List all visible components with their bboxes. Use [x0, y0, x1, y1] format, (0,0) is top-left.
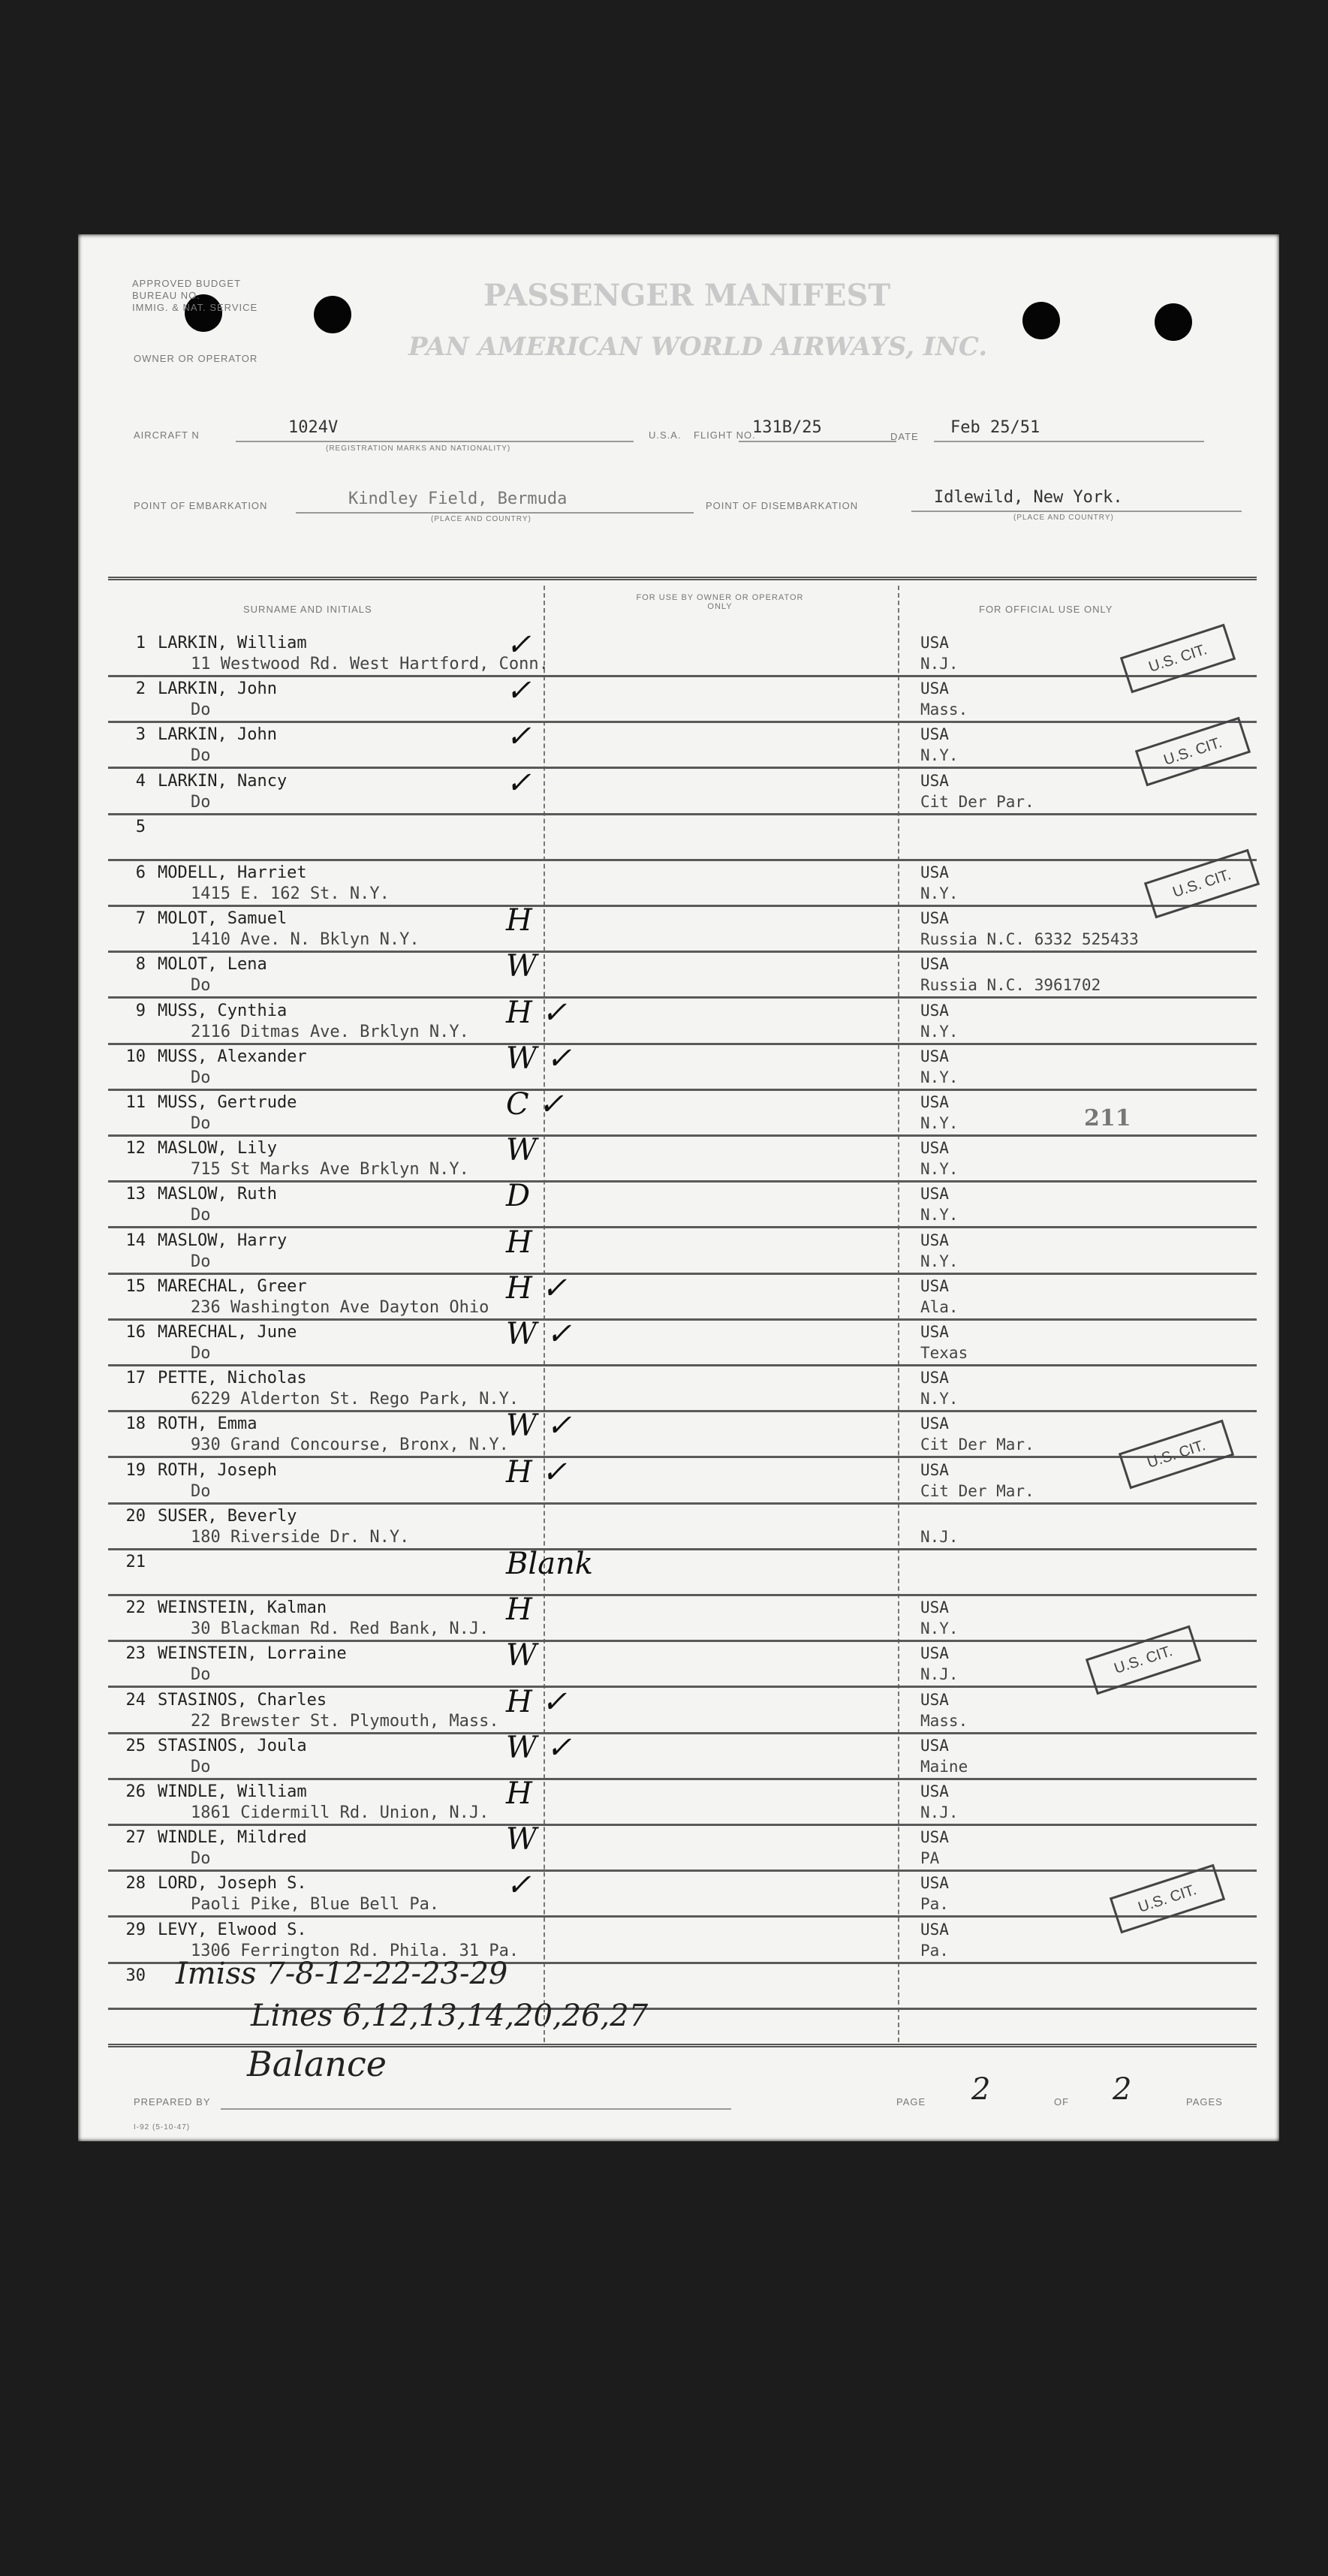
- underline: [296, 512, 694, 514]
- row-divider: [108, 1869, 1257, 1872]
- handwritten-mark: W ✓: [506, 1041, 572, 1076]
- residence: N.Y.: [920, 884, 959, 902]
- underline: [221, 2108, 731, 2110]
- residence: Mass.: [920, 700, 968, 719]
- row-divider: [108, 1778, 1257, 1780]
- row-number: 13: [125, 1185, 146, 1204]
- row-number: 15: [125, 1277, 146, 1296]
- row-divider: [108, 1226, 1257, 1228]
- passenger-name: PETTE, Nicholas: [158, 1369, 307, 1387]
- passenger-name: MUSS, Alexander: [158, 1047, 307, 1066]
- row-divider: [108, 1732, 1257, 1734]
- row-divider: [108, 767, 1257, 769]
- residence: N.Y.: [920, 1068, 959, 1086]
- passenger-name: MUSS, Cynthia: [158, 1002, 288, 1020]
- operator-name: PAN AMERICAN WORLD AIRWAYS, INC.: [408, 332, 988, 362]
- row-divider: [108, 1686, 1257, 1688]
- row-number: 2: [135, 679, 146, 698]
- row-number: 27: [125, 1828, 146, 1847]
- embarkation-sub: (PLACE AND COUNTRY): [431, 515, 532, 523]
- residence: N.Y.: [920, 1252, 959, 1270]
- nationality: USA: [920, 1369, 949, 1387]
- residence: N.J.: [920, 1665, 959, 1683]
- passenger-name: MASLOW, Ruth: [158, 1185, 277, 1204]
- nationality: USA: [920, 1598, 949, 1616]
- passenger-name: WINDLE, Mildred: [158, 1828, 307, 1847]
- passenger-address: Do: [191, 793, 211, 812]
- page-number: 2: [971, 2072, 991, 2107]
- handwritten-mark: W ✓: [506, 1731, 572, 1765]
- row-divider: [108, 1548, 1257, 1550]
- residence: Ala.: [920, 1298, 959, 1316]
- row-divider: [108, 1273, 1257, 1275]
- punch-hole: [1022, 302, 1060, 339]
- us-cit-stamp: U.S. CIT.: [1135, 717, 1251, 787]
- residence: N.Y.: [920, 1160, 959, 1178]
- row-number: 19: [125, 1461, 146, 1480]
- row-number: 3: [135, 725, 146, 744]
- passenger-address: Do: [191, 746, 211, 765]
- row-number: 25: [125, 1737, 146, 1755]
- passenger-name: STASINOS, Joula: [158, 1737, 307, 1755]
- table-top-rule: [108, 577, 1257, 580]
- row-number: 30: [125, 1966, 146, 1985]
- residence: Cit Der Mar.: [920, 1436, 1034, 1454]
- passenger-name: STASINOS, Charles: [158, 1691, 327, 1710]
- passenger-name: MODELL, Harriet: [158, 863, 307, 882]
- passenger-address: Do: [191, 976, 211, 995]
- disembarkation-label: POINT OF DISEMBARKATION: [706, 500, 859, 511]
- passenger-address: Do: [191, 1482, 211, 1501]
- residence: Pa.: [920, 1895, 949, 1913]
- handwritten-mark: W: [506, 949, 538, 984]
- passenger-address: 2116 Ditmas Ave. Brklyn N.Y.: [191, 1023, 469, 1041]
- row-number: 23: [125, 1644, 146, 1663]
- row-divider: [108, 905, 1257, 907]
- passenger-address: Do: [191, 1114, 211, 1133]
- row-number: 21: [125, 1553, 146, 1571]
- passenger-name: MASLOW, Lily: [158, 1139, 277, 1158]
- handwritten-mark: ✓: [506, 719, 532, 754]
- row-divider: [108, 1180, 1257, 1183]
- passenger-name: LARKIN, William: [158, 634, 307, 652]
- row-number: 1: [135, 634, 146, 652]
- passenger-address: 1415 E. 162 St. N.Y.: [191, 884, 390, 903]
- note-line-1: Imiss 7-8-12-22-23-29: [176, 1957, 508, 1991]
- underline: [739, 441, 896, 442]
- passenger-name: MASLOW, Harry: [158, 1231, 288, 1250]
- row-divider: [108, 996, 1257, 999]
- underline: [934, 441, 1204, 442]
- residence: Mass.: [920, 1712, 968, 1730]
- embarkation-label: POINT OF EMBARKATION: [134, 500, 268, 511]
- handwritten-mark: W: [506, 1133, 538, 1167]
- punch-hole: [1155, 303, 1192, 341]
- row-number: 10: [125, 1047, 146, 1066]
- row-divider: [108, 813, 1257, 815]
- residence: N.J.: [920, 655, 959, 673]
- passenger-name: WEINSTEIN, Kalman: [158, 1598, 327, 1617]
- nationality: USA: [920, 1185, 949, 1203]
- nationality: USA: [920, 955, 949, 973]
- handwritten-mark: Blank: [506, 1547, 594, 1581]
- handwritten-mark: W: [506, 1822, 538, 1857]
- passenger-name: LARKIN, John: [158, 679, 277, 698]
- residence: N.J.: [920, 1528, 959, 1546]
- row-divider: [108, 1640, 1257, 1642]
- passenger-name: MUSS, Gertrude: [158, 1093, 297, 1112]
- us-cit-stamp: U.S. CIT.: [1144, 849, 1260, 919]
- aircraft-value: 1024V: [288, 418, 339, 437]
- passenger-address: 715 St Marks Ave Brklyn N.Y.: [191, 1160, 469, 1179]
- row-divider: [108, 675, 1257, 677]
- passenger-address: 1861 Cidermill Rd. Union, N.J.: [191, 1803, 489, 1822]
- form-title: PASSENGER MANIFEST: [483, 278, 891, 313]
- row-divider: [108, 1089, 1257, 1091]
- row-number: 18: [125, 1415, 146, 1433]
- handwritten-mark: H ✓: [506, 996, 568, 1030]
- passenger-name: LORD, Joseph S.: [158, 1874, 307, 1893]
- row-number: 8: [135, 955, 146, 974]
- nationality: USA: [920, 1139, 949, 1157]
- row-divider: [108, 1456, 1257, 1458]
- residence: Cit Der Par.: [920, 793, 1034, 811]
- us-cit-stamp: U.S. CIT.: [1119, 1420, 1234, 1490]
- row-divider: [108, 1134, 1257, 1137]
- nationality: USA: [920, 1737, 949, 1755]
- passenger-name: WINDLE, William: [158, 1782, 307, 1801]
- residence: N.Y.: [920, 1114, 959, 1132]
- handwritten-mark: W: [506, 1638, 538, 1673]
- passenger-name: WEINSTEIN, Lorraine: [158, 1644, 347, 1663]
- date-label: DATE: [890, 431, 919, 442]
- note-line-2: Lines 6,12,13,14,20,26,27: [251, 1999, 649, 2033]
- us-cit-stamp: U.S. CIT.: [1086, 1625, 1201, 1695]
- underline: [236, 441, 634, 442]
- row-number: 28: [125, 1874, 146, 1893]
- row-number: 24: [125, 1691, 146, 1710]
- residence: Russia N.C. 6332 525433: [920, 930, 1139, 948]
- nationality: USA: [920, 1691, 949, 1709]
- row-divider: [108, 1318, 1257, 1321]
- passenger-name: MARECHAL, June: [158, 1323, 297, 1342]
- approval-note: APPROVED BUDGET BUREAU NO. IMMIG. & NAT. SERVICE: [132, 278, 258, 313]
- aircraft-label: AIRCRAFT N: [134, 429, 200, 441]
- passenger-address: Do: [191, 1665, 211, 1684]
- passenger-address: 11 Westwood Rd. West Hartford, Conn.: [191, 655, 549, 673]
- nationality: USA: [920, 772, 949, 790]
- row-number: 17: [125, 1369, 146, 1387]
- residence: PA: [920, 1849, 940, 1867]
- nationality: USA: [920, 1047, 949, 1065]
- row-divider: [108, 951, 1257, 953]
- nationality: USA: [920, 1782, 949, 1800]
- residence: N.J.: [920, 1803, 959, 1821]
- nationality: USA: [920, 1461, 949, 1479]
- handwritten-mark: H ✓: [506, 1685, 568, 1719]
- residence: Texas: [920, 1344, 968, 1362]
- nationality: USA: [920, 679, 949, 697]
- residence: N.Y.: [920, 1619, 959, 1637]
- handwritten-mark: H ✓: [506, 1455, 568, 1490]
- row-number: 11: [125, 1093, 146, 1112]
- handwritten-mark: H: [506, 903, 532, 938]
- row-divider: [108, 1502, 1257, 1505]
- row-number: 22: [125, 1598, 146, 1617]
- manifest-page: [78, 234, 1279, 2141]
- handwritten-mark: H ✓: [506, 1271, 568, 1306]
- passenger-name: MOLOT, Lena: [158, 955, 267, 974]
- handwritten-mark: ✓: [506, 628, 532, 662]
- registration-label: (REGISTRATION MARKS AND NATIONALITY): [326, 444, 511, 453]
- passenger-name: ROTH, Joseph: [158, 1461, 277, 1480]
- row-divider: [108, 721, 1257, 723]
- handwritten-mark: H: [506, 1776, 532, 1811]
- handwritten-mark: H: [506, 1225, 532, 1260]
- passenger-address: Do: [191, 1758, 211, 1776]
- row-divider: [108, 859, 1257, 861]
- row-number: 12: [125, 1139, 146, 1158]
- note-line-3: Balance: [247, 2044, 387, 2084]
- passenger-address: 236 Washington Ave Dayton Ohio: [191, 1298, 489, 1317]
- passenger-address: 180 Riverside Dr. N.Y.: [191, 1528, 410, 1547]
- passenger-address: Do: [191, 1849, 211, 1868]
- nationality: USA: [920, 1002, 949, 1020]
- passenger-name: LEVY, Elwood S.: [158, 1921, 307, 1939]
- nationality: USA: [920, 1874, 949, 1892]
- of-label: OF: [1054, 2096, 1070, 2107]
- handwritten-mark: W ✓: [506, 1317, 572, 1351]
- passenger-address: Do: [191, 1344, 211, 1363]
- disembarkation-sub: (PLACE AND COUNTRY): [1013, 514, 1114, 522]
- passenger-address: 6229 Alderton St. Rego Park, N.Y.: [191, 1390, 519, 1409]
- row-number: 9: [135, 1002, 146, 1020]
- operator-label: OWNER OR OPERATOR: [134, 353, 258, 364]
- col-header-owner: FOR USE BY OWNER OR OPERATOR ONLY: [636, 593, 804, 611]
- col-header-official: FOR OFFICIAL USE ONLY: [979, 604, 1113, 615]
- handwritten-mark: H: [506, 1592, 532, 1627]
- nationality: USA: [920, 634, 949, 652]
- nationality: USA: [920, 1921, 949, 1939]
- row-number: 29: [125, 1921, 146, 1939]
- row-number: 26: [125, 1782, 146, 1801]
- passenger-name: LARKIN, John: [158, 725, 277, 744]
- nationality: USA: [920, 1644, 949, 1662]
- passenger-address: 22 Brewster St. Plymouth, Mass.: [191, 1712, 499, 1731]
- flight-label: FLIGHT NO.: [694, 429, 756, 441]
- residence: N.Y.: [920, 1206, 959, 1224]
- nationality: USA: [920, 1415, 949, 1433]
- residence: N.Y.: [920, 1023, 959, 1041]
- country-label: U.S.A.: [649, 429, 682, 441]
- page-label: PAGE: [896, 2096, 926, 2107]
- row-number: 20: [125, 1507, 146, 1526]
- residence: Cit Der Mar.: [920, 1482, 1034, 1500]
- us-cit-stamp: U.S. CIT.: [1120, 624, 1236, 694]
- handwritten-mark: ✓: [506, 673, 532, 708]
- passenger-address: 1410 Ave. N. Bklyn N.Y.: [191, 930, 420, 949]
- flight-value: 131B/25: [752, 418, 822, 437]
- row-number: 16: [125, 1323, 146, 1342]
- nationality: USA: [920, 1323, 949, 1341]
- row-divider: [108, 1594, 1257, 1596]
- nationality: USA: [920, 1231, 949, 1249]
- row-number: 7: [135, 909, 146, 928]
- punch-hole: [314, 296, 351, 333]
- handwritten-mark: ✓: [506, 766, 532, 800]
- residence: Maine: [920, 1758, 968, 1776]
- disembarkation-value: Idlewild, New York.: [934, 488, 1123, 507]
- row-divider: [108, 1915, 1257, 1918]
- passenger-address: Do: [191, 1206, 211, 1225]
- prepared-label: PREPARED BY: [134, 2096, 211, 2107]
- passenger-address: 1306 Ferrington Rd. Phila. 31 Pa.: [191, 1942, 519, 1960]
- passenger-address: Do: [191, 1068, 211, 1087]
- row-divider: [108, 1364, 1257, 1366]
- nationality: USA: [920, 1277, 949, 1295]
- row-divider: [108, 1824, 1257, 1826]
- underline: [911, 511, 1242, 512]
- handwritten-mark: ✓: [506, 1868, 532, 1903]
- passenger-address: Paoli Pike, Blue Bell Pa.: [191, 1895, 440, 1914]
- nationality: USA: [920, 909, 949, 927]
- residence: N.Y.: [920, 1390, 959, 1408]
- residence: N.Y.: [920, 746, 959, 764]
- residence: Russia N.C. 3961702: [920, 976, 1101, 994]
- residence: Pa.: [920, 1942, 949, 1960]
- row-number: 5: [135, 818, 146, 836]
- passenger-name: SUSER, Beverly: [158, 1507, 297, 1526]
- col-header-name: SURNAME AND INITIALS: [243, 604, 372, 615]
- handwritten-mark: D: [506, 1179, 531, 1213]
- date-value: Feb 25/51: [950, 418, 1040, 437]
- passenger-name: MOLOT, Samuel: [158, 909, 288, 928]
- row-divider: [108, 1043, 1257, 1045]
- passenger-address: 30 Blackman Rd. Red Bank, N.J.: [191, 1619, 489, 1638]
- form-number: I-92 (5-10-47): [134, 2123, 191, 2132]
- row-number: 14: [125, 1231, 146, 1250]
- us-cit-stamp: U.S. CIT.: [1110, 1864, 1225, 1934]
- nationality: USA: [920, 725, 949, 743]
- row-divider: [108, 1410, 1257, 1412]
- passenger-address: Do: [191, 1252, 211, 1271]
- pages-label: PAGES: [1186, 2096, 1223, 2107]
- passenger-name: LARKIN, Nancy: [158, 772, 288, 791]
- count-mark: 211: [1084, 1105, 1131, 1131]
- page-total: 2: [1113, 2072, 1132, 2107]
- passenger-name: ROTH, Emma: [158, 1415, 257, 1433]
- nationality: USA: [920, 1093, 949, 1111]
- passenger-address: 930 Grand Concourse, Bronx, N.Y.: [191, 1436, 509, 1454]
- passenger-address: Do: [191, 700, 211, 719]
- embarkation-value: Kindley Field, Bermuda: [348, 490, 568, 508]
- nationality: USA: [920, 863, 949, 881]
- handwritten-mark: W ✓: [506, 1409, 572, 1443]
- passenger-name: MARECHAL, Greer: [158, 1277, 307, 1296]
- row-number: 6: [135, 863, 146, 882]
- handwritten-mark: C ✓: [506, 1087, 564, 1122]
- row-number: 4: [135, 772, 146, 791]
- nationality: USA: [920, 1828, 949, 1846]
